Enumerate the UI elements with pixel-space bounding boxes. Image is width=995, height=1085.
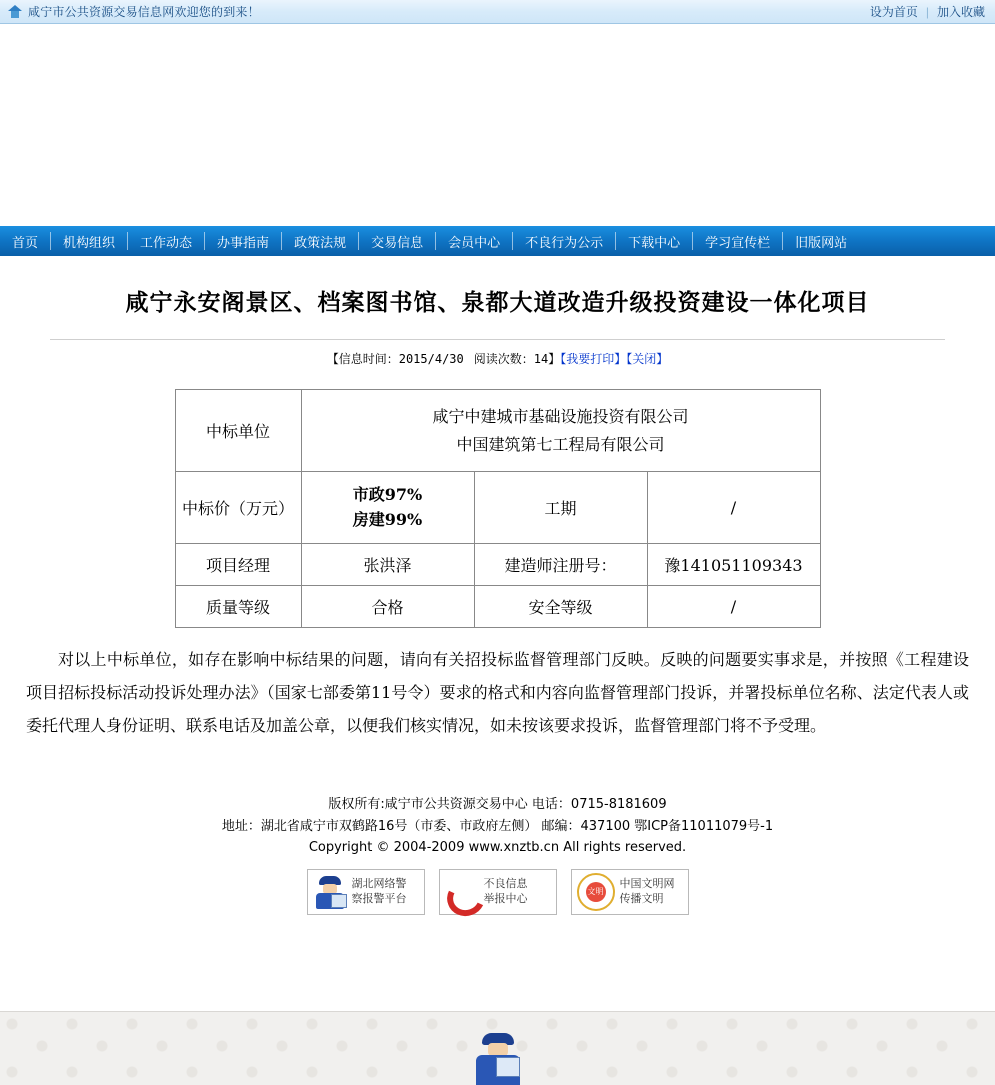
cell-license-label: 建造师注册号： [474, 544, 647, 586]
cell-license-value: 豫141051109343 [647, 544, 820, 586]
top-bar-right [870, 3, 985, 20]
set-homepage-link[interactable]: 设为首页 [869, 5, 918, 19]
nav-item-misconduct[interactable]: 不良行为公示 [525, 234, 604, 250]
award-table [175, 389, 821, 628]
police-mascot-icon [470, 1029, 526, 1085]
close-link[interactable]: 【关闭】 [626, 352, 669, 366]
badge-report-text [484, 877, 528, 907]
footer-line-1: 版权所有:咸宁市公共资源交易中心 电话：0715-8181609 [328, 797, 667, 813]
table-row [175, 544, 820, 586]
cell-winner-value [301, 390, 820, 472]
nav-item-organization[interactable]: 机构组织 [63, 234, 116, 250]
civilization-seal-icon [577, 873, 615, 911]
add-favorite-link[interactable]: 加入收藏 [936, 5, 985, 19]
nav-item-study[interactable]: 学习宣传栏 [705, 234, 771, 250]
cell-duration-value: / [647, 472, 820, 544]
nav-item-work-news[interactable]: 工作动态 [140, 234, 193, 250]
badge-civilization[interactable] [571, 869, 689, 915]
cell-manager-label: 项目经理 [175, 544, 301, 586]
badge-report-center[interactable] [439, 869, 557, 915]
meta-views-label: 阅读次数： [473, 352, 534, 366]
nav-item-policy[interactable]: 政策法规 [294, 234, 347, 250]
footer-badges [20, 869, 975, 915]
badge-civ-text [620, 877, 675, 907]
badge-police-line-2: 察报警平台 [351, 891, 407, 905]
cell-safety-label: 安全等级 [474, 586, 647, 628]
site-footer [20, 794, 975, 914]
cell-safety-value: / [647, 586, 820, 628]
price-line-1: 市政97% [352, 484, 423, 504]
article-paragraph: 对以上中标单位，如存在影响中标结果的问题，请向有关招投标监督管理部门反映。反映的问题要实事求是，并按照《工程建设项目招标投标活动投诉处理办法》（国家七部委第11号令）要求的格式和内容向监督管理部门投诉，并署投标单位名称、法定代表人或委托代理人身份证明、联系电话及加盖公章，以便我们核实情况，如未按该要求投诉，监督管理部门将不予受理。 [26, 650, 969, 735]
badge-civ-line-2: 传播文明 [619, 891, 664, 905]
cell-quality-label: 质量等级 [175, 586, 301, 628]
cell-price-label: 中标价（万元） [175, 472, 301, 544]
nav-item-download[interactable]: 下载中心 [628, 234, 681, 250]
meta-views-count: 14 [533, 352, 549, 366]
table-row [175, 390, 820, 472]
site-banner [0, 24, 995, 226]
meta-time-label: 【信息时间： [326, 352, 399, 366]
table-row [175, 472, 820, 544]
print-link[interactable]: 【我要打印】 [560, 352, 627, 366]
article-content [0, 284, 995, 915]
page-title: 咸宁永安阁景区、档案图书馆、泉都大道改造升级投资建设一体化项目 [125, 289, 870, 316]
nav-item-trade-info[interactable]: 交易信息 [371, 234, 424, 250]
red-swoosh-icon [445, 876, 479, 908]
table-row [175, 586, 820, 628]
badge-report-line-1: 不良信息 [483, 876, 528, 890]
badge-police-platform[interactable] [307, 869, 425, 915]
footer-copyright: Copyright © 2004-2009 www.xnztb.cn All rights reserved. [308, 840, 687, 856]
badge-report-line-2: 举报中心 [483, 891, 528, 905]
cell-quality-value: 合格 [301, 586, 474, 628]
nav-item-old-site[interactable]: 旧版网站 [795, 234, 848, 250]
meta-date: 2015/4/30 [398, 352, 464, 366]
article-meta [20, 350, 975, 367]
bottom-decorative-strip [0, 1011, 995, 1085]
welcome-text: 咸宁市公共资源交易信息网欢迎您的到来！ [28, 5, 260, 19]
topbar-separator: | [925, 4, 929, 19]
winner-line-1: 咸宁中建城市基础设施投资有限公司 [432, 407, 689, 427]
nav-item-member-center[interactable]: 会员中心 [448, 234, 501, 250]
top-bar [0, 0, 995, 24]
main-navigation [0, 226, 995, 256]
title-divider [50, 339, 945, 340]
home-icon [8, 5, 22, 18]
nav-item-home[interactable]: 首页 [12, 234, 39, 250]
nav-item-guide[interactable]: 办事指南 [217, 234, 270, 250]
cell-manager-value: 张洪泽 [301, 544, 474, 586]
badge-police-text [352, 877, 407, 907]
footer-line-2: 地址：湖北省咸宁市双鹤路16号（市委、市政府左侧） 邮编：437100 鄂ICP备11011079号-1 [221, 818, 774, 834]
badge-civ-line-1: 中国文明网 [619, 876, 675, 890]
price-line-2: 房建99% [352, 509, 423, 529]
award-table-wrapper [20, 389, 975, 628]
top-bar-left [8, 3, 260, 20]
winner-line-2: 中国建筑第七工程局有限公司 [456, 434, 665, 454]
meta-suffix: 】 [548, 352, 561, 366]
cell-price-value [301, 472, 474, 544]
police-computer-icon [313, 874, 347, 910]
cell-duration-label: 工期 [474, 472, 647, 544]
cell-winner-label: 中标单位 [175, 390, 301, 472]
badge-police-line-1: 湖北网络警 [351, 876, 407, 890]
